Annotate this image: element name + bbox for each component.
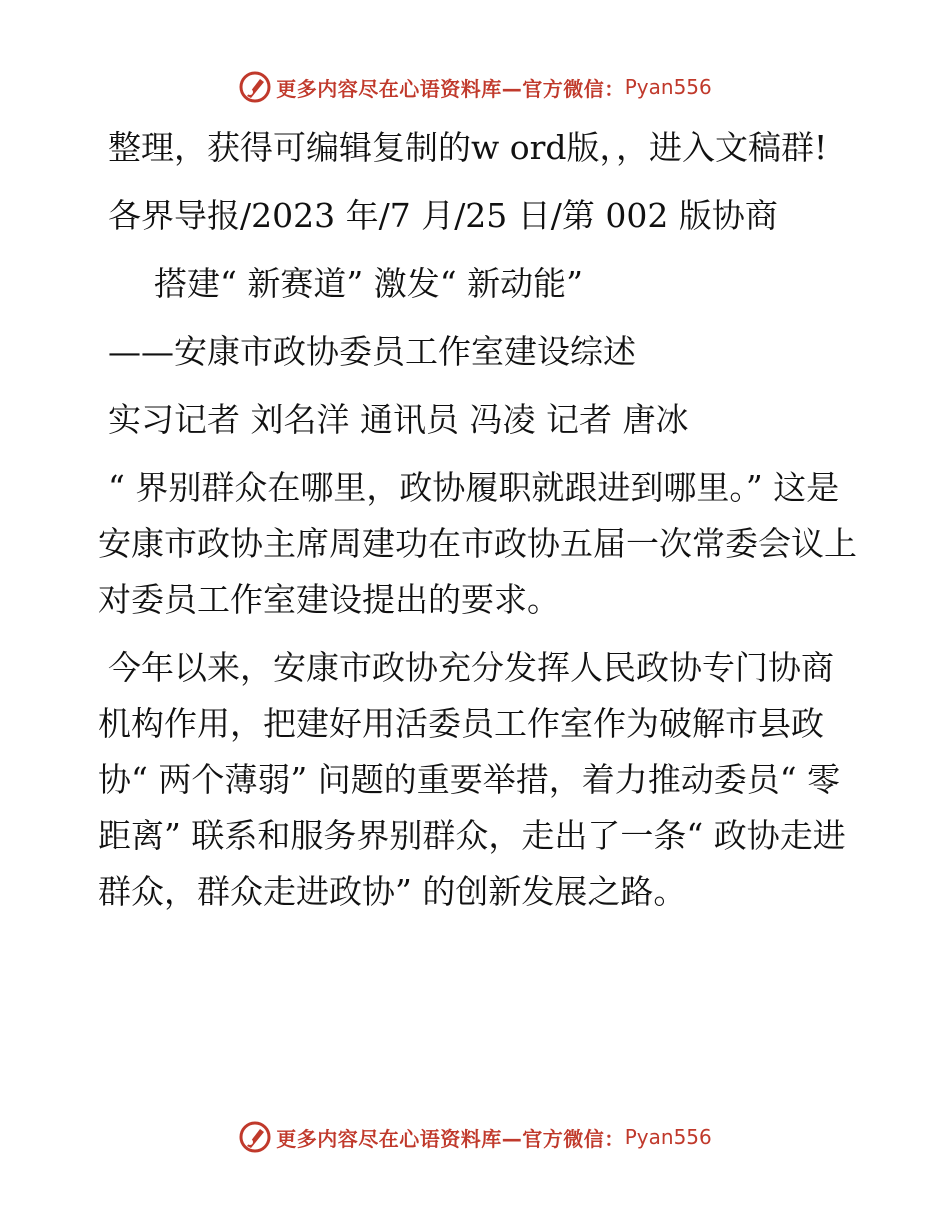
banner-contact: Pyan556: [624, 1125, 712, 1149]
banner-contact: Pyan556: [624, 75, 712, 99]
article-byline: 实习记者 刘名洋 通讯员 冯凌 记者 唐冰: [108, 400, 689, 439]
article-paragraph: “ 界别群众在哪里，政协履职就跟进到哪里。” 这是安康市政协主席周建功在市政协五届一次常委会议上对委员工作室建设提出的要求。: [98, 468, 857, 619]
document-body: [98, 120, 858, 920]
pen-logo-icon: [238, 70, 272, 104]
article-subtitle: ——安康市政协委员工作室建设综述: [108, 332, 636, 371]
intro-line: 整理，获得可编辑复制的w ord版，，进入文稿群!: [108, 128, 828, 167]
pen-logo-icon: [238, 1120, 272, 1154]
source-line: 各界导报/2023 年/7 月/25 日/第 002 版协商: [108, 196, 778, 235]
banner-text: 更多内容尽在心语资料库—官方微信：: [276, 76, 625, 101]
banner-text: 更多内容尽在心语资料库—官方微信：: [276, 1126, 625, 1151]
header-banner: [0, 70, 950, 104]
article-title: 搭建“ 新赛道” 激发“ 新动能”: [154, 264, 583, 303]
footer-banner: [0, 1120, 950, 1154]
article-paragraph: 今年以来，安康市政协充分发挥人民政协专门协商机构作用，把建好用活委员工作室作为破解市县政协“ 两个薄弱” 问题的重要举措，着力推动委员“ 零距离” 联系和服务界别群众，走出了一条“ 政协走进群众，群众走进政协” 的创新发展之路。: [98, 648, 846, 911]
